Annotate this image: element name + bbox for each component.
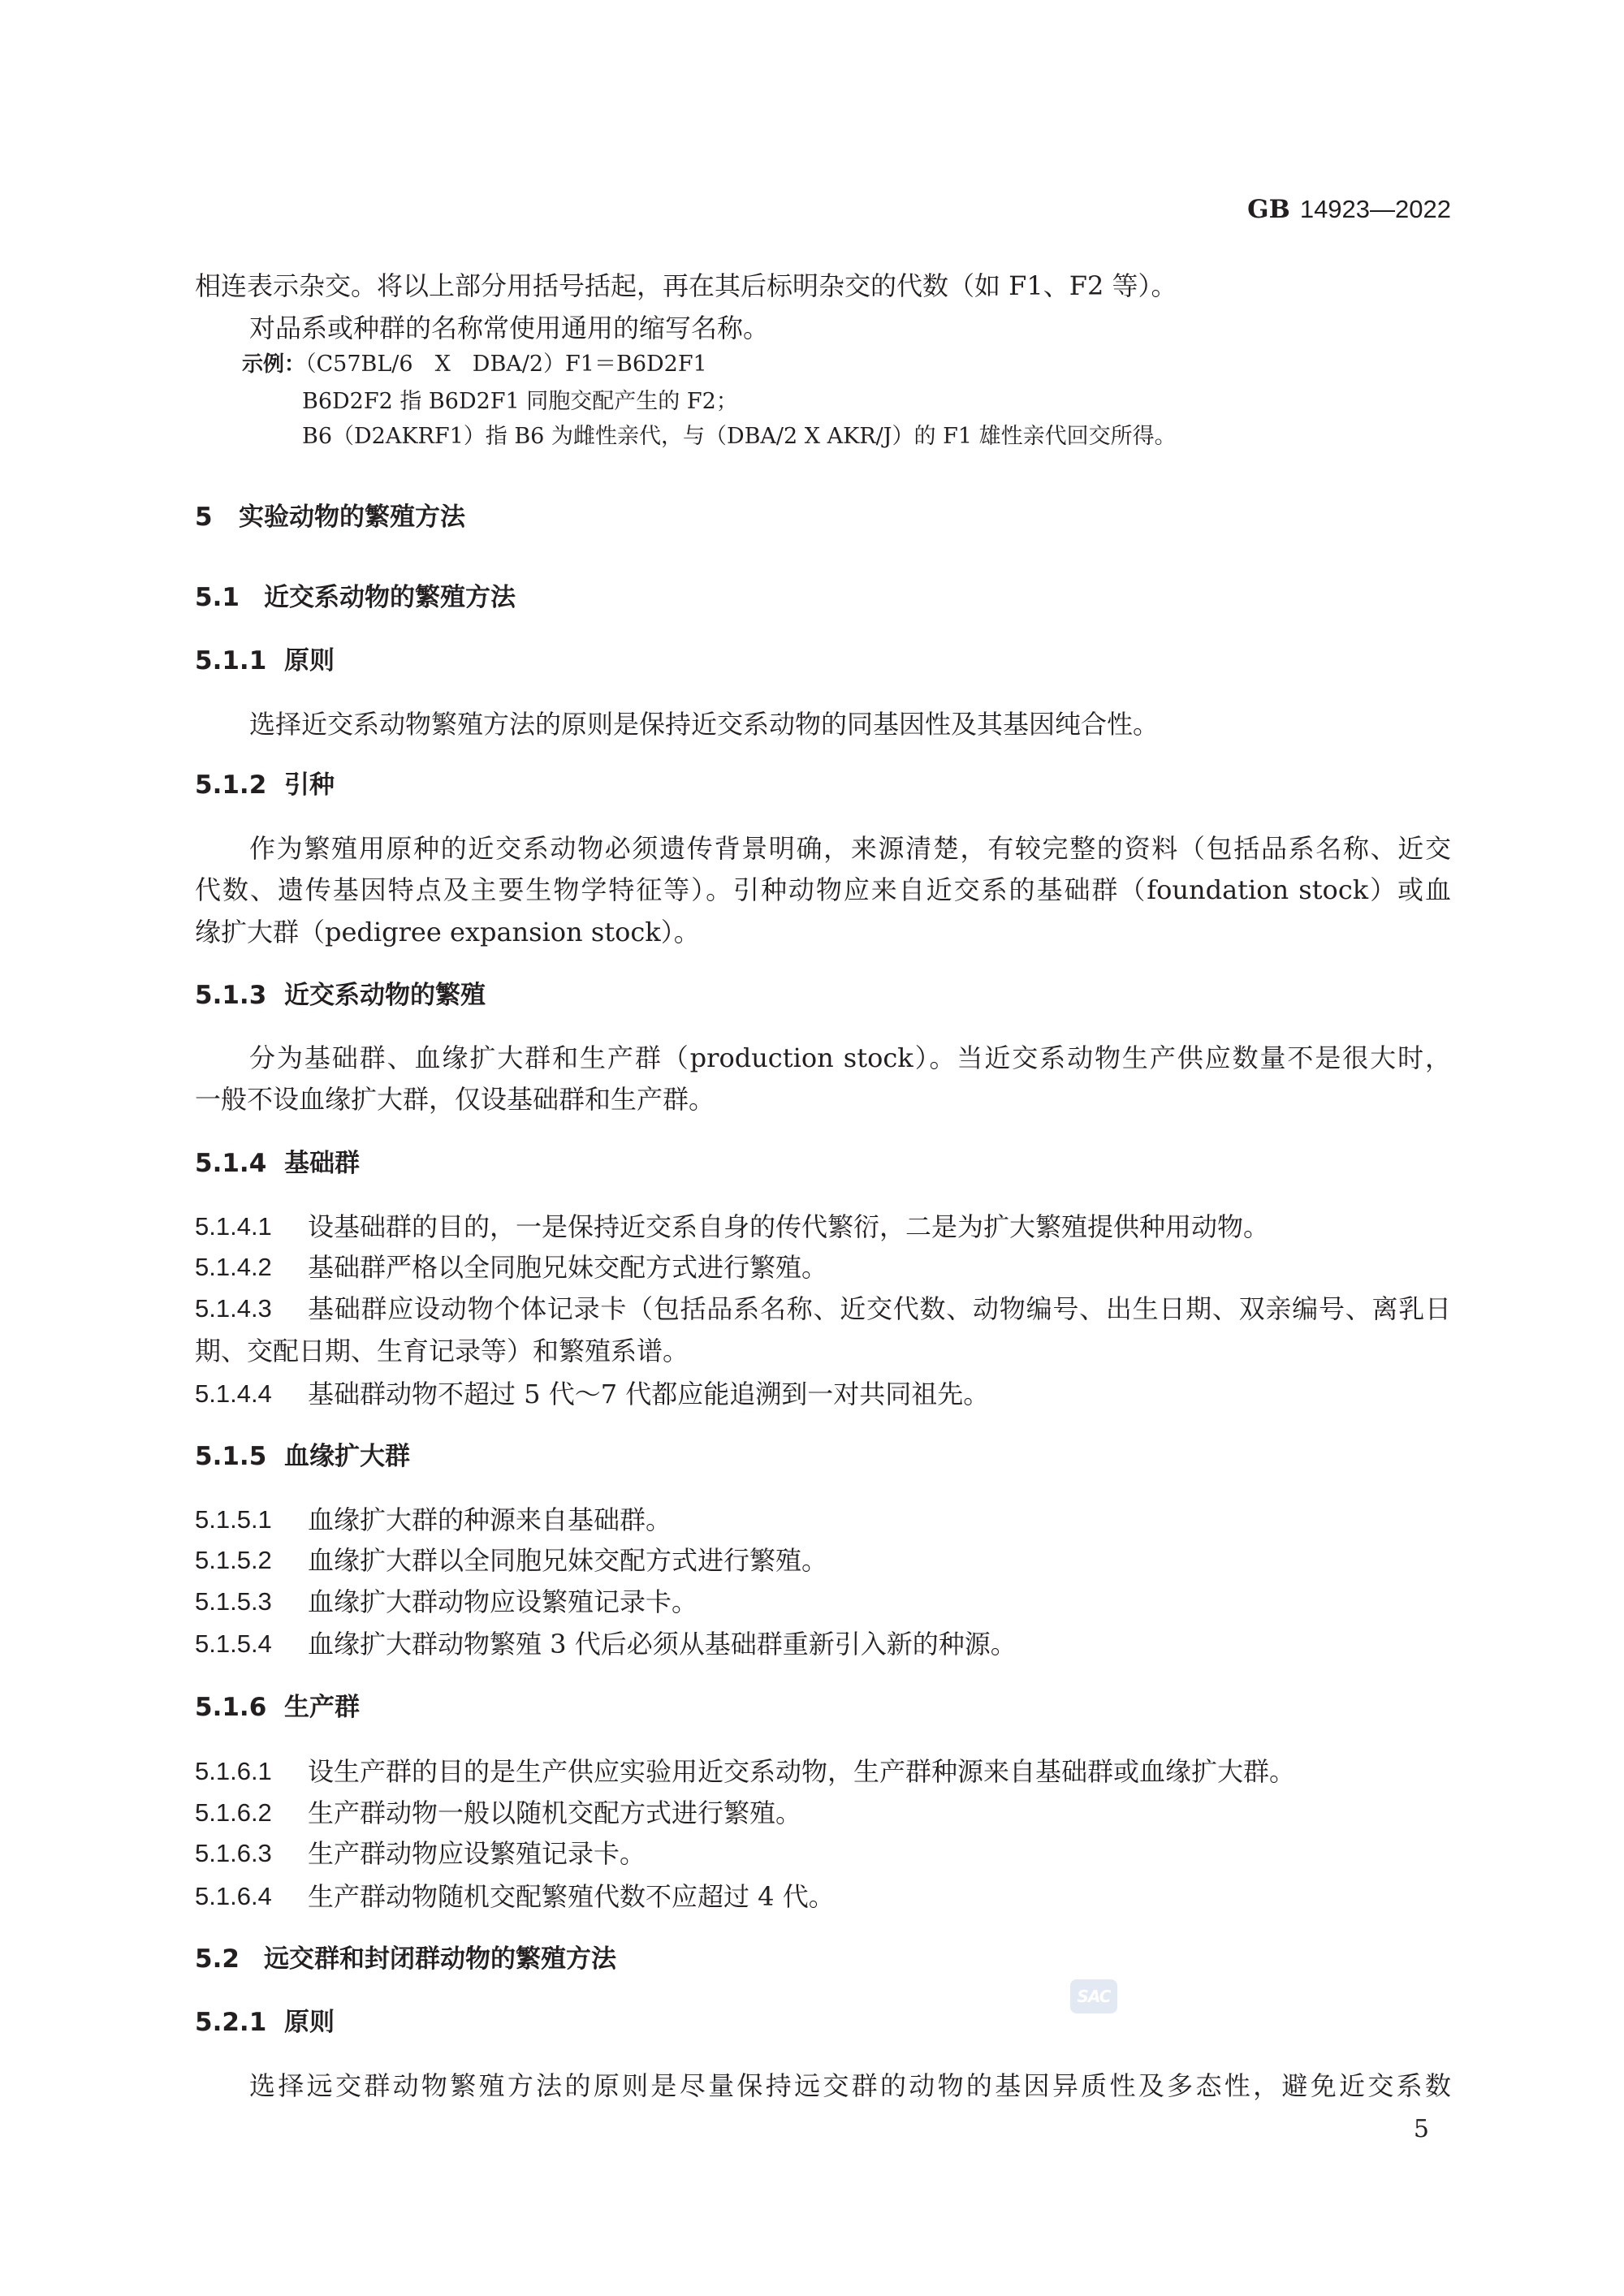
item-number: 5.1.4.4 xyxy=(195,1379,272,1408)
item-text: 设生产群的目的是生产供应实验用近交系动物，生产群种源来自基础群或血缘扩大群。 xyxy=(308,1756,1296,1787)
item-number: 5.1.5.3 xyxy=(195,1587,272,1616)
item-text: 基础群应设动物个体记录卡（包括品系名称、近交代数、动物编号、出生日期、双亲编号、离乳日 xyxy=(308,1293,1451,1324)
item-number: 5.1.5.2 xyxy=(195,1546,272,1574)
item-number: 5.1.6.4 xyxy=(195,1882,272,1910)
paragraph-line: 缘扩大群（pedigree expansion stock）。 xyxy=(195,917,700,947)
clause-title: 原则 xyxy=(284,646,335,675)
clause-title: 血缘扩大群 xyxy=(284,1442,410,1471)
standard-code-prefix: GB xyxy=(1247,195,1290,224)
standard-code-number: 14923—2022 xyxy=(1299,195,1451,223)
clause-title: 基础群 xyxy=(284,1149,360,1178)
sac-watermark-logo: SAC xyxy=(1070,1979,1117,2013)
item-text: 基础群动物不超过 5 代～7 代都应能追溯到一对共同祖先。 xyxy=(308,1379,990,1409)
clause-title: 引种 xyxy=(284,770,335,800)
clause-number: 5.1 xyxy=(195,583,240,612)
item-text: 血缘扩大群的种源来自基础群。 xyxy=(308,1504,672,1535)
clause-title: 近交系动物的繁殖 xyxy=(284,981,486,1010)
item-text: 生产群动物随机交配繁殖代数不应超过 4 代。 xyxy=(308,1881,835,1912)
item-number: 5.1.4.1 xyxy=(195,1212,272,1241)
clause-number: 5.1.5 xyxy=(195,1442,267,1471)
item-number: 5.1.6.2 xyxy=(195,1798,272,1827)
item-text: 生产群动物应设繁殖记录卡。 xyxy=(308,1838,646,1869)
clause-number: 5.1.3 xyxy=(195,981,267,1010)
example-line: B6D2F2 指 B6D2F1 同胞交配产生的 F2； xyxy=(302,389,738,414)
item-number: 5.1.4.2 xyxy=(195,1253,272,1281)
item-number: 5.1.5.4 xyxy=(195,1629,272,1658)
paragraph-line: 分为基础群、血缘扩大群和生产群（production stock）。当近交系动物生产供应数量不是很大时， xyxy=(249,1042,1451,1073)
clause-title: 近交系动物的繁殖方法 xyxy=(264,583,516,612)
item-number: 5.1.4.3 xyxy=(195,1294,272,1323)
clause-number: 5.1.1 xyxy=(195,646,267,675)
item-text: 期、交配日期、生育记录等）和繁殖系谱。 xyxy=(195,1336,689,1366)
item-text: 血缘扩大群动物应设繁殖记录卡。 xyxy=(308,1586,698,1617)
example-row-1 xyxy=(242,343,707,386)
clause-number: 5.1.2 xyxy=(195,770,267,800)
paragraph-line: 选择近交系动物繁殖方法的原则是保持近交系动物的同基因性及其基因纯合性。 xyxy=(249,709,1160,740)
item-text: 设基础群的目的，一是保持近交系自身的传代繁衍，二是为扩大繁殖提供种用动物。 xyxy=(308,1211,1270,1242)
clause-title: 远交群和封闭群动物的繁殖方法 xyxy=(264,1944,616,1974)
clause-title: 生产群 xyxy=(284,1693,360,1722)
clause-number: 5.1.6 xyxy=(195,1693,267,1722)
standard-code xyxy=(1126,188,1451,231)
item-text: 生产群动物一般以随机交配方式进行繁殖。 xyxy=(308,1798,802,1828)
item-number: 5.1.6.1 xyxy=(195,1757,272,1785)
paragraph-line: 代数、遗传基因特点及主要生物学特征等）。引种动物应来自近交系的基础群（foundation stock）或血 xyxy=(195,874,1451,905)
clause-number: 5.2 xyxy=(195,1944,240,1974)
item-text: 血缘扩大群动物繁殖 3 代后必须从基础群重新引入新的种源。 xyxy=(308,1629,1017,1659)
continuation-line: 相连表示杂交。将以上部分用括号括起，再在其后标明杂交的代数（如 F1、F2 等）。 xyxy=(195,270,1177,301)
example-line: （C57BL/6 X DBA/2）F1＝B6D2F1 xyxy=(305,352,707,377)
clause-number: 5.1.4 xyxy=(195,1149,267,1178)
item-text: 血缘扩大群以全同胞兄妹交配方式进行繁殖。 xyxy=(308,1545,828,1576)
clause-title: 原则 xyxy=(284,2008,335,2037)
clause-number: 5.2.1 xyxy=(195,2008,267,2037)
example-line: B6（D2AKRF1）指 B6 为雌性亲代，与（DBA/2 X AKR/J）的 F1 雄性亲代回交所得。 xyxy=(302,424,1177,449)
clause-number: 5 xyxy=(195,503,213,532)
item-text: 基础群严格以全同胞兄妹交配方式进行繁殖。 xyxy=(308,1252,828,1283)
paragraph-line: 选择远交群动物繁殖方法的原则是尽量保持远交群的动物的基因异质性及多态性，避免近交系数 xyxy=(249,2070,1451,2101)
item-number: 5.1.5.1 xyxy=(195,1505,272,1534)
clause-title: 实验动物的繁殖方法 xyxy=(239,503,465,532)
example-label: 示例： xyxy=(242,352,306,377)
paragraph-line: 一般不设血缘扩大群，仅设基础群和生产群。 xyxy=(195,1084,715,1115)
item-number: 5.1.6.3 xyxy=(195,1839,272,1867)
abbreviation-note: 对品系或种群的名称常使用通用的缩写名称。 xyxy=(249,313,770,343)
page-number: 5 xyxy=(1413,2115,1429,2143)
paragraph-line: 作为繁殖用原种的近交系动物必须遗传背景明确，来源清楚，有较完整的资料（包括品系名称、近交 xyxy=(249,833,1451,864)
